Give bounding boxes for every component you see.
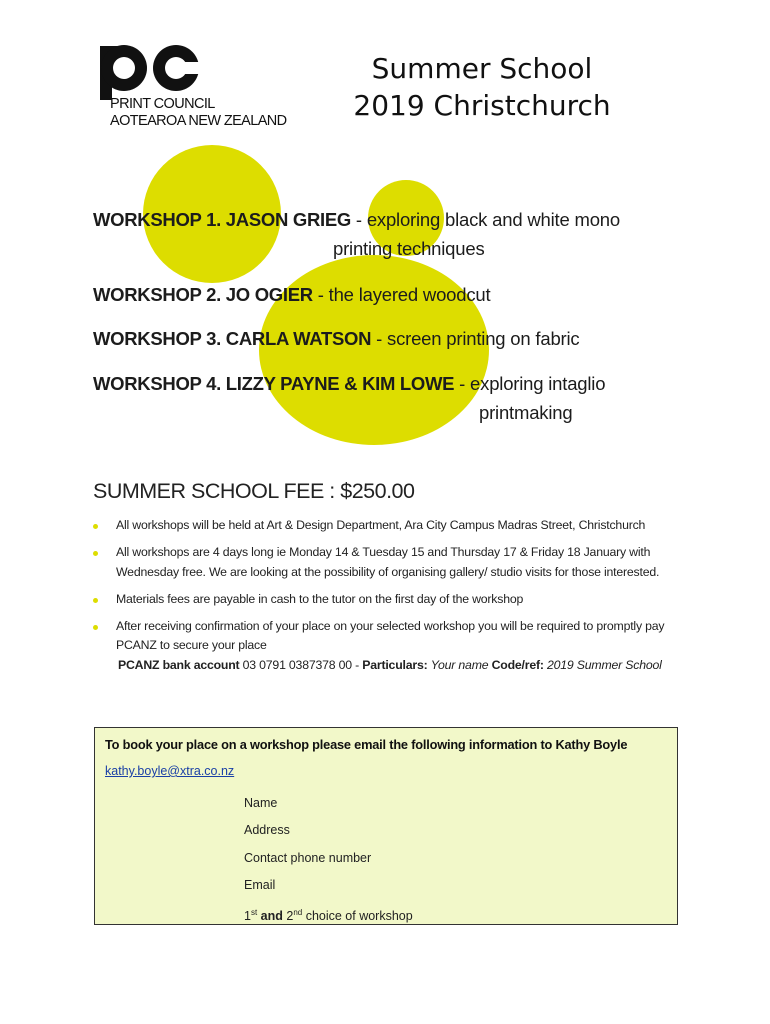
list-item: Name [244, 796, 278, 810]
workshop-3 [93, 324, 579, 353]
choice-rest-text: choice of workshop [302, 909, 413, 924]
list-item [93, 516, 683, 536]
workshop-3-name: WORKSHOP 3. CARLA WATSON [93, 328, 372, 349]
bullet-dot-icon [93, 625, 98, 630]
list-item [93, 617, 683, 676]
choice-second-suffix: nd [293, 908, 303, 918]
workshop-1 [93, 205, 620, 259]
code-ref-value: 2019 Summer School [547, 657, 662, 672]
particulars-value: Your name [430, 657, 489, 672]
booking-email-link[interactable]: kathy.boyle@xtra.co.nz [105, 764, 235, 778]
pc-letters-logo-icon [98, 42, 208, 102]
list-item: Email [244, 877, 276, 892]
bank-details [116, 656, 683, 676]
workshop-1-name: WORKSHOP 1. JASON GRIEG [93, 209, 351, 230]
bank-account-label: PCANZ bank account [118, 657, 240, 672]
workshop-choice-item [244, 899, 413, 930]
workshop-1-description: - exploring black and white mono [350, 209, 620, 230]
choice-first-number: 1 [244, 909, 251, 924]
title-line-1: Summer School [371, 52, 593, 85]
list-item: Address [244, 823, 290, 838]
workshop-4-description-cont: printmaking [479, 402, 573, 423]
workshop-2 [93, 280, 490, 309]
workshop-4-description: - exploring intaglio [454, 373, 606, 394]
summer-school-fee: SUMMER SCHOOL FEE : $250.00 [93, 479, 415, 503]
bullet-dot-icon [93, 524, 98, 529]
print-council-logo [98, 42, 287, 132]
booking-info-box [94, 727, 678, 925]
choice-second-number: 2 [286, 909, 294, 924]
workshop-3-description: - screen printing on fabric [371, 328, 580, 349]
choice-and: and [257, 909, 287, 924]
bullet-text-dates: All workshops are 4 days long ie Monday 14 & Tuesday 15 and Thursday 17 & Friday 18 January with Wednesday free. We are looking at the possibility of organising gallery/ studio visits for those interested. [116, 545, 660, 579]
logo-text-print-council: PRINT COUNCIL [110, 96, 215, 112]
booking-heading: To book your place on a workshop please email the following information to Kathy Boyle [105, 737, 628, 752]
choice-first-suffix: st [250, 908, 258, 918]
bullet-text-venue: All workshops will be held at Art & Design Department, Ara City Campus Madras Street, Christchurch [116, 518, 646, 532]
bullet-text-materials: Materials fees are payable in cash to the tutor on the first day of the workshop [116, 591, 524, 606]
code-ref-label: Code/ref: [488, 657, 547, 672]
title-line-2: 2019 Christchurch [353, 89, 611, 122]
workshop-4-name: WORKSHOP 4. LIZZY PAYNE & KIM LOWE [93, 373, 455, 394]
bank-account-number: 03 0791 0387378 00 - [239, 657, 363, 672]
logo-text-aotearoa: AOTEAROA NEW ZEALAND [110, 113, 287, 129]
page-title [312, 50, 652, 124]
workshop-1-description-cont: printing techniques [333, 238, 485, 259]
info-bullet-list [93, 516, 683, 683]
list-item [93, 543, 683, 582]
particulars-label: Particulars: [362, 657, 431, 672]
list-item [93, 590, 683, 610]
workshop-2-description: - the layered woodcut [312, 284, 491, 305]
bullet-text-payment: After receiving confirmation of your place on your selected workshop you will be required to promptly pay PCANZ to secure your place [116, 618, 665, 652]
workshop-2-name: WORKSHOP 2. JO OGIER [93, 284, 313, 305]
list-item: Contact phone number [244, 850, 372, 865]
bullet-dot-icon [93, 551, 98, 556]
booking-required-info-list [244, 790, 413, 931]
workshop-4 [93, 369, 606, 423]
bullet-dot-icon [93, 598, 98, 603]
